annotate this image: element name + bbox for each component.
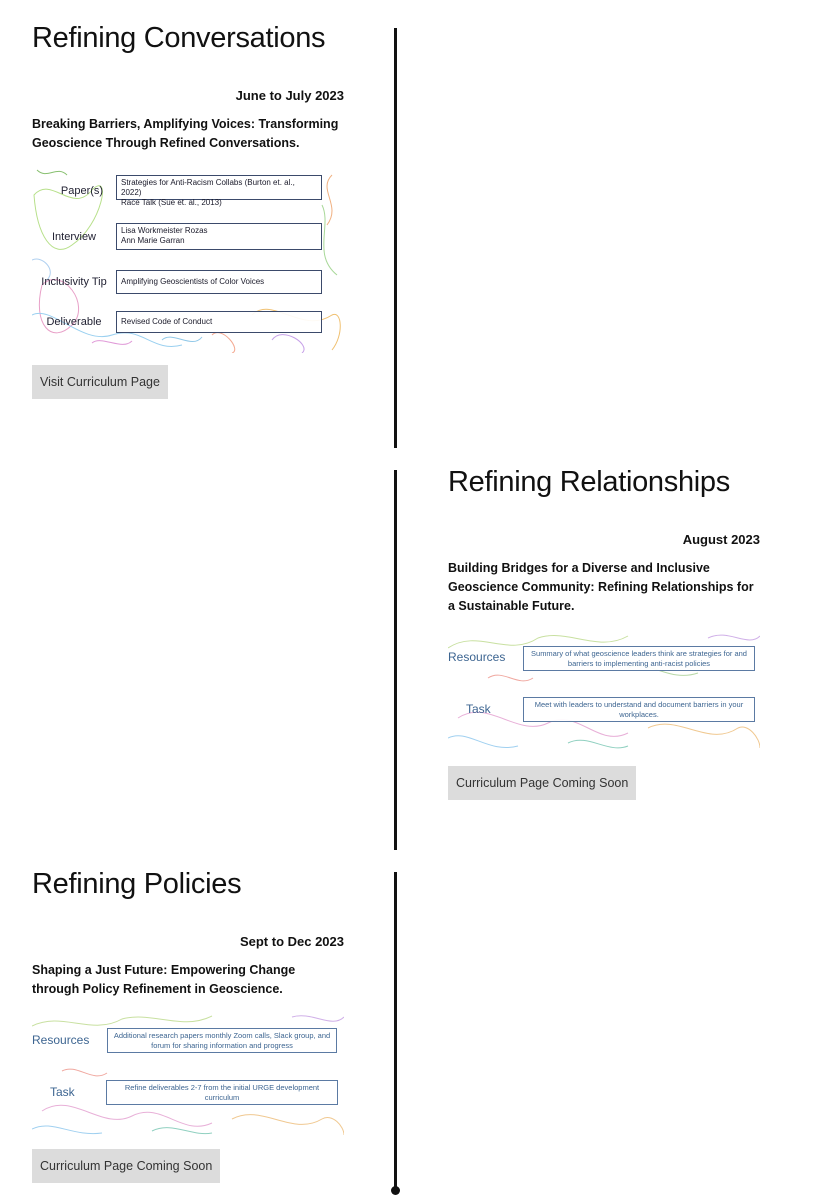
row-box-task: Refine deliverables 2-7 from the initial URGE development curriculum bbox=[106, 1080, 338, 1105]
row-text-line: Strategies for Anti-Racism Collabs (Burton et. al., 2022) bbox=[121, 178, 295, 197]
entry-description: Shaping a Just Future: Empowering Change through Policy Refinement in Geoscience. bbox=[32, 963, 296, 996]
row-label-task: Task bbox=[466, 702, 491, 716]
row-label-resources: Resources bbox=[32, 1033, 90, 1047]
entry-title: Refining Relationships bbox=[448, 466, 730, 498]
row-label-resources: Resources bbox=[448, 650, 506, 664]
timeline-end-dot bbox=[391, 1186, 400, 1195]
curriculum-coming-soon-button[interactable]: Curriculum Page Coming Soon bbox=[448, 766, 636, 800]
entry-date: June to July 2023 bbox=[235, 88, 344, 103]
entry-date: August 2023 bbox=[682, 532, 760, 547]
row-text-line: Revised Code of Conduct bbox=[121, 317, 213, 326]
row-label-inclusivity-tip: Inclusivity Tip bbox=[41, 276, 107, 288]
row-box-resources: Summary of what geoscience leaders think are strategies for and barriers to implementing anti-racist policies bbox=[523, 646, 755, 671]
row-text-line: Amplifying Geoscientists of Color Voices bbox=[121, 277, 265, 286]
entry-title: Refining Policies bbox=[32, 868, 242, 900]
row-label-task: Task bbox=[50, 1085, 75, 1099]
curriculum-figure bbox=[32, 165, 344, 353]
entry-description: Building Bridges for a Diverse and Inclusive Geoscience Community: Refining Relationships for a Sustainable Future. bbox=[448, 561, 754, 613]
visit-curriculum-button[interactable]: Visit Curriculum Page bbox=[32, 365, 168, 399]
row-box-papers bbox=[116, 175, 322, 207]
row-text-line: Race Talk (Sue et. al., 2013) bbox=[121, 198, 222, 207]
timeline-entry-policies bbox=[32, 866, 344, 1183]
curriculum-figure bbox=[448, 628, 760, 754]
entry-title: Refining Conversations bbox=[32, 22, 326, 54]
entry-date: Sept to Dec 2023 bbox=[239, 934, 344, 949]
row-text-line: Lisa Workmeister Rozas bbox=[121, 226, 208, 235]
timeline-entry-relationships bbox=[448, 464, 760, 800]
timeline-line-2 bbox=[394, 470, 397, 850]
timeline-line-1 bbox=[394, 28, 397, 448]
row-label-papers: Paper(s) bbox=[60, 185, 104, 197]
row-box-resources: Additional research papers monthly Zoom calls, Slack group, and forum for sharing information and progress bbox=[107, 1028, 337, 1053]
timeline-entry-conversations bbox=[32, 20, 344, 399]
row-text-line: Ann Marie Garran bbox=[121, 236, 185, 245]
row-label-interview: Interview bbox=[51, 231, 97, 243]
row-box-interview bbox=[116, 223, 322, 250]
curriculum-figure bbox=[32, 1011, 344, 1137]
entry-description: Breaking Barriers, Amplifying Voices: Transforming Geoscience Through Refined Conversations. bbox=[32, 117, 339, 150]
timeline-line-3 bbox=[394, 872, 397, 1190]
row-box-task: Meet with leaders to understand and document barriers in your workplaces. bbox=[523, 697, 755, 722]
row-box-deliverable bbox=[116, 311, 322, 333]
row-box-inclusivity-tip bbox=[116, 270, 322, 294]
curriculum-coming-soon-button[interactable]: Curriculum Page Coming Soon bbox=[32, 1149, 220, 1183]
row-label-deliverable: Deliverable bbox=[46, 316, 102, 328]
